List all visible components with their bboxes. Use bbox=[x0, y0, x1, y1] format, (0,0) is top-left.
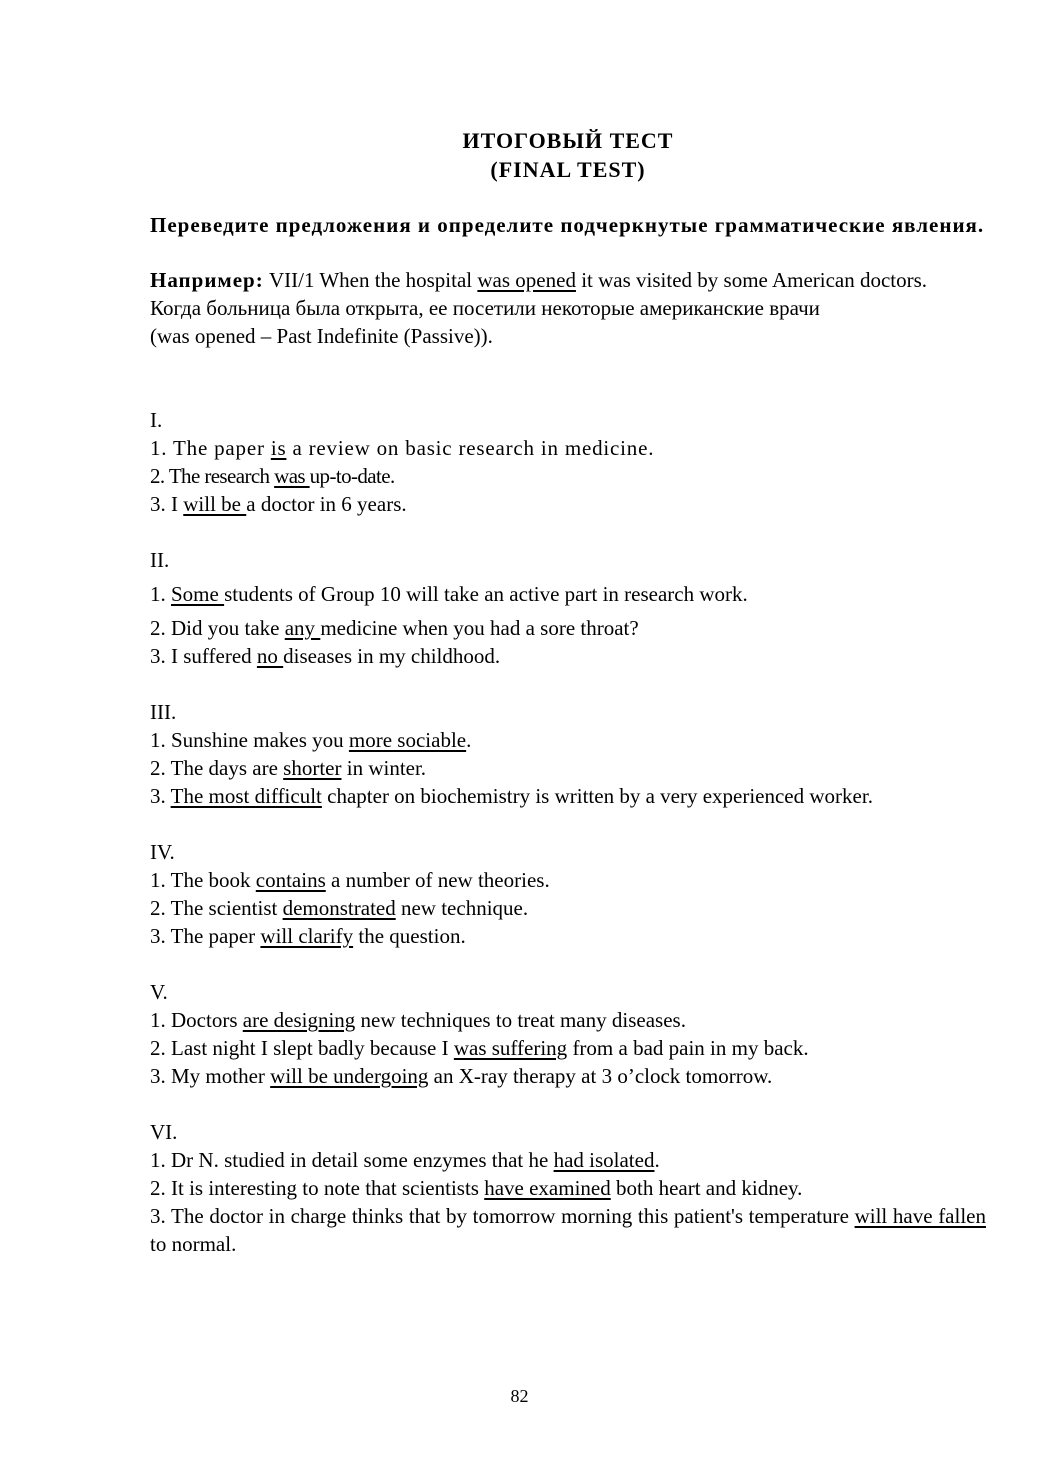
list-item: 1. The book contains a number of new theories. bbox=[150, 868, 550, 892]
underlined-phrase: contains bbox=[255, 868, 326, 892]
underlined-phrase: will be undergoing bbox=[270, 1064, 429, 1088]
example-sentence: Например: VII/1 When the hospital was opened it was visited by some American doctors. bbox=[150, 268, 928, 292]
underlined-phrase: no bbox=[256, 644, 284, 668]
example-label: Например: bbox=[150, 268, 264, 292]
section-numeral: II. bbox=[150, 548, 170, 572]
list-item: 2. Did you take any medicine when you had a sore throat? bbox=[150, 616, 639, 640]
underlined-phrase: are designing bbox=[242, 1008, 356, 1032]
section-numeral: V. bbox=[150, 980, 168, 1004]
list-item: 2. The days are shorter in winter. bbox=[150, 756, 427, 780]
section-numeral: I. bbox=[150, 408, 163, 432]
page-number: 82 bbox=[510, 1386, 529, 1406]
instructions: Переведите предложения и определите подчеркнутые грамматические явления. bbox=[150, 213, 985, 237]
section-3 bbox=[150, 698, 986, 810]
section-6 bbox=[150, 1118, 986, 1258]
list-item: 2. Last night I slept badly because I was suffering from a bad pain in my back. bbox=[150, 1036, 809, 1060]
example-explanation: (was opened – Past Indefinite (Passive)). bbox=[150, 324, 493, 348]
list-item: 2. It is interesting to note that scientists have examined both heart and kidney. bbox=[150, 1176, 803, 1200]
underlined-phrase: shorter bbox=[283, 756, 342, 780]
list-item: 1. Sunshine makes you more sociable. bbox=[150, 728, 472, 752]
underlined-phrase: demonstrated bbox=[282, 896, 396, 920]
list-item: 3. The most difficult chapter on biochemistry is written by a very experienced worker. bbox=[150, 784, 873, 808]
underlined-phrase: The most difficult bbox=[170, 784, 322, 808]
example-underlined: was opened bbox=[477, 268, 576, 292]
list-item: 1. Dr N. studied in detail some enzymes that he had isolated. bbox=[150, 1148, 660, 1172]
underlined-phrase: will have fallen bbox=[854, 1204, 986, 1228]
list-item: 3. I suffered no diseases in my childhood. bbox=[150, 644, 501, 668]
section-2 bbox=[150, 546, 986, 670]
underlined-phrase: Some bbox=[171, 582, 225, 606]
underlined-phrase: had isolated bbox=[553, 1148, 655, 1172]
page-content bbox=[150, 126, 986, 1258]
list-item: 1. The paper is a review on basic research in medicine. bbox=[150, 436, 655, 460]
underlined-phrase: will be bbox=[183, 492, 247, 516]
list-item: 2. The scientist demonstrated new technique. bbox=[150, 896, 529, 920]
title-russian: ИТОГОВЫЙ ТЕСТ bbox=[462, 128, 674, 153]
list-item: 3. The paper will clarify the question. bbox=[150, 924, 466, 948]
list-item: 3. I will be a doctor in 6 years. bbox=[150, 492, 407, 516]
section-4 bbox=[150, 838, 986, 950]
underlined-phrase: will clarify bbox=[260, 924, 354, 948]
underlined-phrase: was bbox=[274, 464, 310, 488]
underlined-phrase: was suffering bbox=[453, 1036, 568, 1060]
example-block bbox=[150, 266, 986, 350]
list-item: 1. Doctors are designing new techniques to treat many diseases. bbox=[150, 1008, 686, 1032]
section-numeral: VI. bbox=[150, 1120, 178, 1144]
list-item: 3. The doctor in charge thinks that by tomorrow morning this patient's temperature will have fallen to normal. bbox=[150, 1204, 986, 1256]
underlined-phrase: more sociable bbox=[348, 728, 467, 752]
section-numeral: III. bbox=[150, 700, 177, 724]
underlined-phrase: have examined bbox=[484, 1176, 611, 1200]
title-english: (FINAL TEST) bbox=[490, 157, 646, 182]
list-item: 3. My mother will be undergoing an X-ray therapy at 3 o’clock tomorrow. bbox=[150, 1064, 773, 1088]
title-block bbox=[150, 126, 986, 184]
underlined-phrase: any bbox=[284, 616, 321, 640]
list-item: 1. Some students of Group 10 will take an active part in research work. bbox=[150, 582, 748, 606]
list-item: 2. The research was up-to-date. bbox=[150, 464, 395, 488]
example-translation: Когда больница была открыта, ее посетили некоторые американские врачи bbox=[150, 296, 820, 320]
section-1 bbox=[150, 406, 986, 518]
underlined-phrase: is bbox=[270, 436, 287, 460]
section-numeral: IV. bbox=[150, 840, 175, 864]
section-5 bbox=[150, 978, 986, 1090]
